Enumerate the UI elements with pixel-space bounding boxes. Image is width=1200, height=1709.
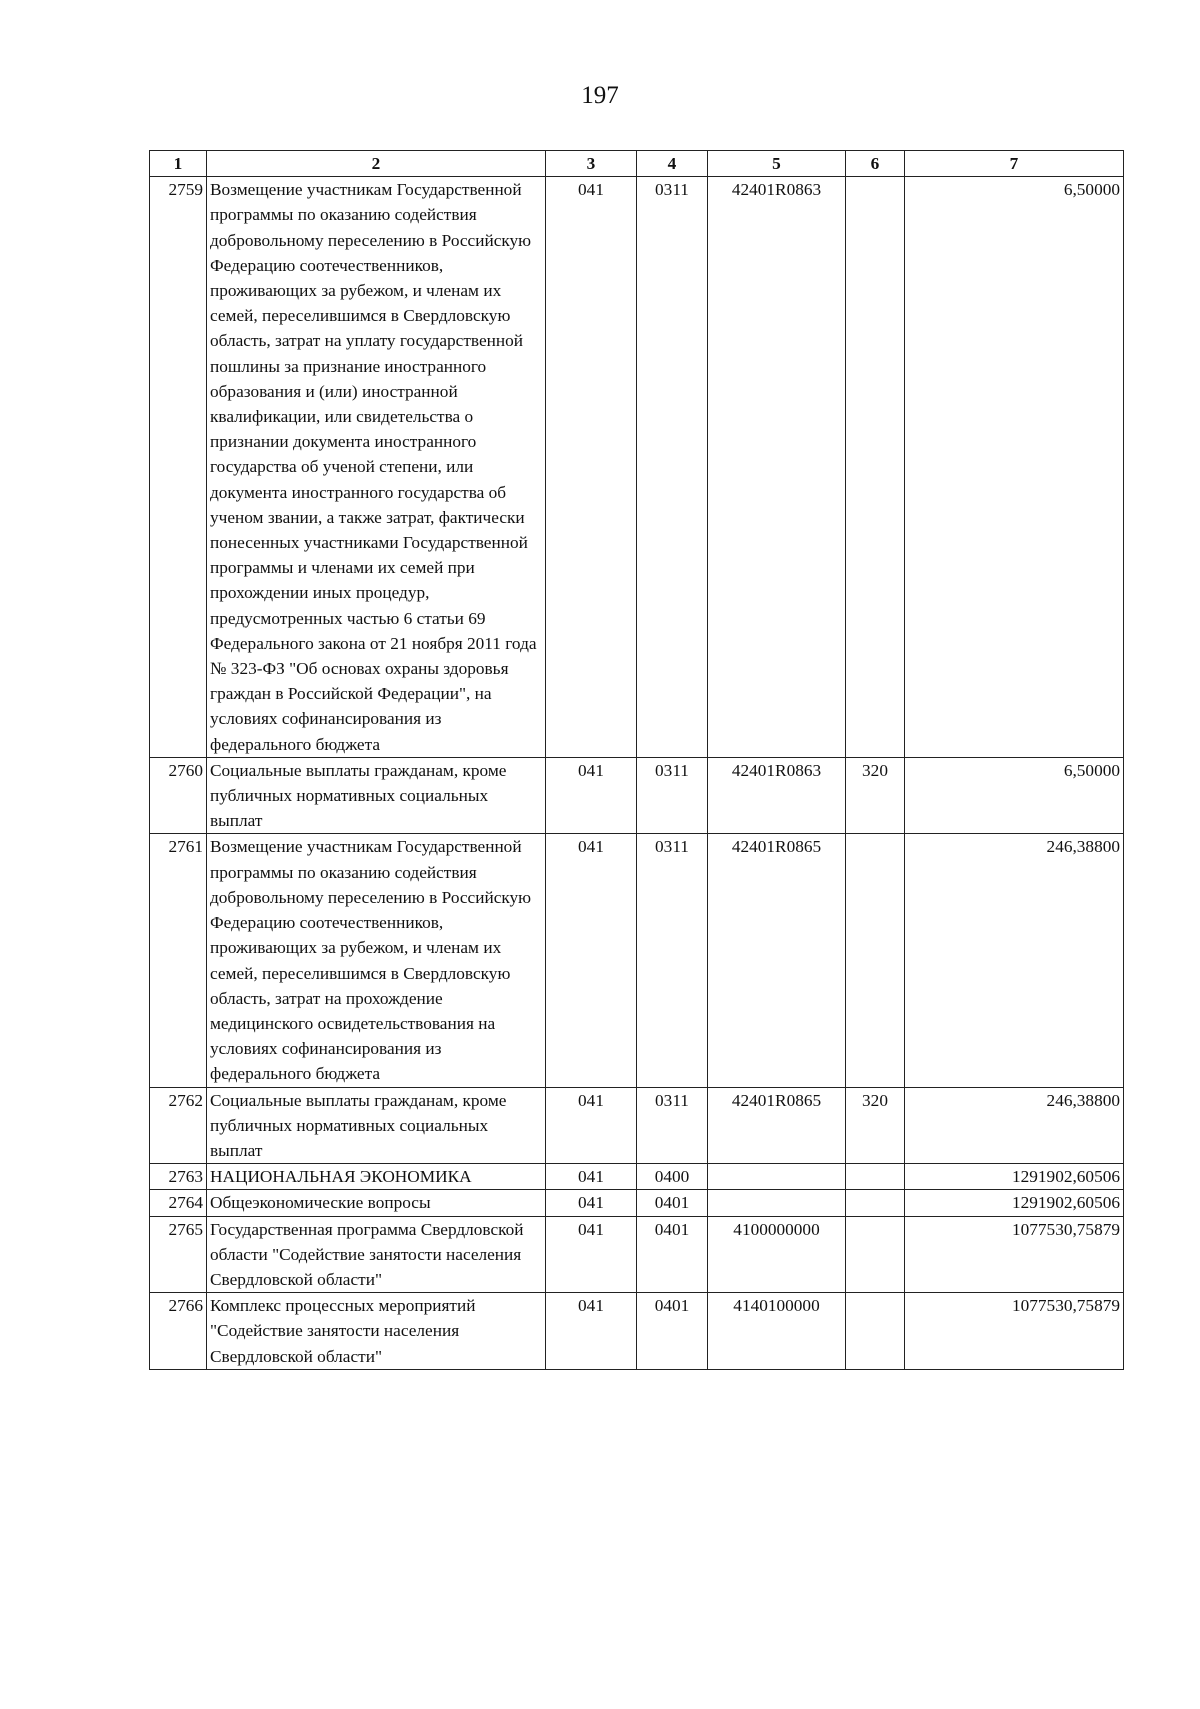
cell-amount: 246,38800 [905,1087,1124,1164]
cell-col3: 041 [546,757,637,834]
row-number: 2765 [150,1216,207,1293]
row-name: Социальные выплаты гражданам, кроме публичных нормативных социальных выплат [207,757,546,834]
cell-col3: 041 [546,1190,637,1216]
row-name: НАЦИОНАЛЬНАЯ ЭКОНОМИКА [207,1164,546,1190]
cell-amount: 1291902,60506 [905,1164,1124,1190]
cell-col4: 0311 [637,834,708,1087]
cell-col5: 42401R0865 [708,834,846,1087]
cell-col3: 041 [546,1164,637,1190]
column-header: 4 [637,151,708,177]
cell-col4: 0401 [637,1190,708,1216]
cell-col6: 320 [846,1087,905,1164]
cell-col3: 041 [546,1216,637,1293]
cell-col4: 0401 [637,1216,708,1293]
page-number: 197 [581,82,619,109]
cell-col5: 42401R0863 [708,177,846,758]
cell-amount: 1077530,75879 [905,1216,1124,1293]
cell-col3: 041 [546,177,637,758]
row-name: Возмещение участникам Государственной программы по оказанию содействия добровольному переселению в Российскую Федерацию соотечественников, проживающих за рубежом, и членам их семей, переселившимся в Свердловскую область, затрат на прохождение медицинского освидетельствования на условиях софинансирования из федерального бюджета [207,834,546,1087]
cell-col5: 4140100000 [708,1293,846,1370]
header-row [150,151,1124,177]
cell-col3: 041 [546,834,637,1087]
row-number: 2764 [150,1190,207,1216]
column-header: 2 [207,151,546,177]
table-row [150,1216,1124,1293]
row-number: 2761 [150,834,207,1087]
cell-col5: 4100000000 [708,1216,846,1293]
table-row [150,177,1124,758]
row-number: 2762 [150,1087,207,1164]
cell-col5 [708,1164,846,1190]
column-header: 3 [546,151,637,177]
cell-col4: 0311 [637,177,708,758]
row-name: Возмещение участникам Государственной программы по оказанию содействия добровольному переселению в Российскую Федерацию соотечественников, проживающих за рубежом, и членам их семей, переселившимся в Свердловскую область, затрат на уплату государственной пошлины за признание иностранного образования и (или) иностранной квалификации, или свидетельства о признании документа иностранного государства об ученой степени, или документа иностранного государства об ученом звании, а также затрат, фактически понесенных участниками Государственной программы и членами их семей при прохождении иных процедур, предусмотренных частью 6 статьи 69 Федерального закона от 21 ноября 2011 года № 323-ФЗ "Об основах охраны здоровья граждан в Российской Федерации", на условиях софинансирования из федерального бюджета [207,177,546,758]
column-header: 7 [905,151,1124,177]
cell-amount: 6,50000 [905,757,1124,834]
table-row [150,1293,1124,1370]
cell-col6 [846,1293,905,1370]
cell-col6 [846,1216,905,1293]
table-row [150,757,1124,834]
table-row [150,834,1124,1087]
cell-col6 [846,1164,905,1190]
row-name: Социальные выплаты гражданам, кроме публичных нормативных социальных выплат [207,1087,546,1164]
cell-amount: 1291902,60506 [905,1190,1124,1216]
cell-col4: 0401 [637,1293,708,1370]
column-header: 1 [150,151,207,177]
table-row [150,1087,1124,1164]
cell-col6 [846,177,905,758]
cell-col6 [846,834,905,1087]
row-number: 2759 [150,177,207,758]
cell-col5 [708,1190,846,1216]
row-name: Комплекс процессных мероприятий "Содействие занятости населения Свердловской области" [207,1293,546,1370]
cell-amount: 6,50000 [905,177,1124,758]
cell-col6 [846,1190,905,1216]
column-header: 5 [708,151,846,177]
cell-col3: 041 [546,1087,637,1164]
cell-col3: 041 [546,1293,637,1370]
budget-table [149,150,1124,1370]
row-name: Общеэкономические вопросы [207,1190,546,1216]
cell-col5: 42401R0863 [708,757,846,834]
cell-col4: 0311 [637,1087,708,1164]
cell-col4: 0311 [637,757,708,834]
cell-col6: 320 [846,757,905,834]
table-row [150,1164,1124,1190]
row-name: Государственная программа Свердловской области "Содействие занятости населения Свердловской области" [207,1216,546,1293]
column-header: 6 [846,151,905,177]
row-number: 2763 [150,1164,207,1190]
cell-col4: 0400 [637,1164,708,1190]
cell-amount: 1077530,75879 [905,1293,1124,1370]
row-number: 2760 [150,757,207,834]
cell-amount: 246,38800 [905,834,1124,1087]
row-number: 2766 [150,1293,207,1370]
table-row [150,1190,1124,1216]
cell-col5: 42401R0865 [708,1087,846,1164]
